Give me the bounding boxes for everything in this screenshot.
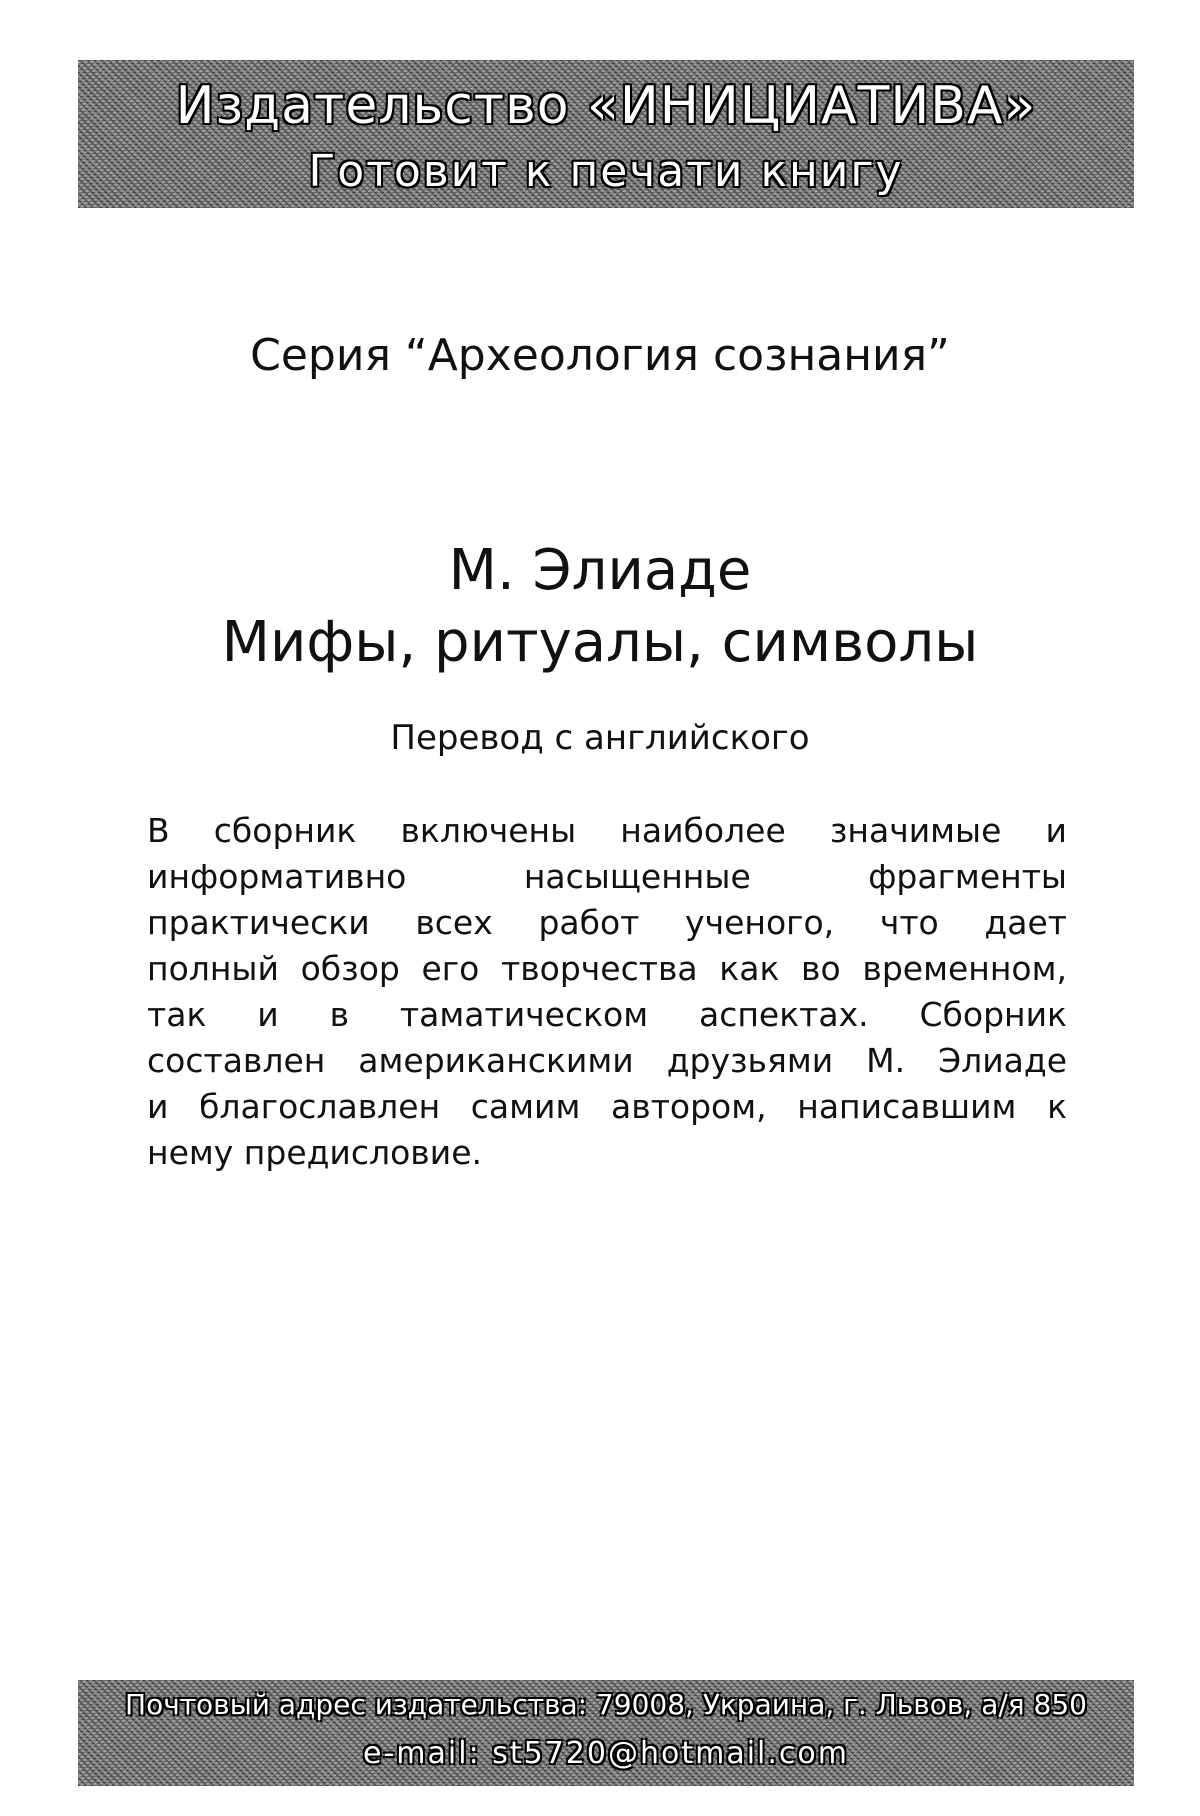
publisher-banner [78,60,1134,208]
description-line: полный обзор его творчества как во временном, [147,949,1067,988]
contact-banner [78,1680,1134,1786]
description-line: практически всех работ ученого, что дает [147,903,1067,942]
publisher-name: Издательство «ИНИЦИАТИВА» [175,76,1037,136]
description-line: нему предисловие. [147,1133,482,1172]
description-line: информативно насыщенные фрагменты [147,857,1067,896]
translation-note: Перевод с английского [390,718,810,758]
book-title: Мифы, ритуалы, символы [221,610,979,675]
description-line: В сборник включены наиболее значимые и [147,811,1067,850]
author-name: М. Элиаде [448,538,752,603]
series-title: Серия “Археология сознания” [250,330,950,381]
announcement-text: Готовит к печати книгу [308,146,904,197]
email-address: e-mail: st5720@hotmail.com [363,1736,849,1771]
postal-address: Почтовый адрес издательства: 79008, Украина, г. Львов, а/я 850 [125,1688,1087,1721]
book-description [147,808,1067,1176]
description-line: и благославлен самим автором, написавшим к [147,1087,1067,1126]
description-line: составлен американскими друзьями М. Элиаде [147,1041,1067,1080]
description-line: так и в таматическом аспектах. Сборник [147,995,1067,1034]
